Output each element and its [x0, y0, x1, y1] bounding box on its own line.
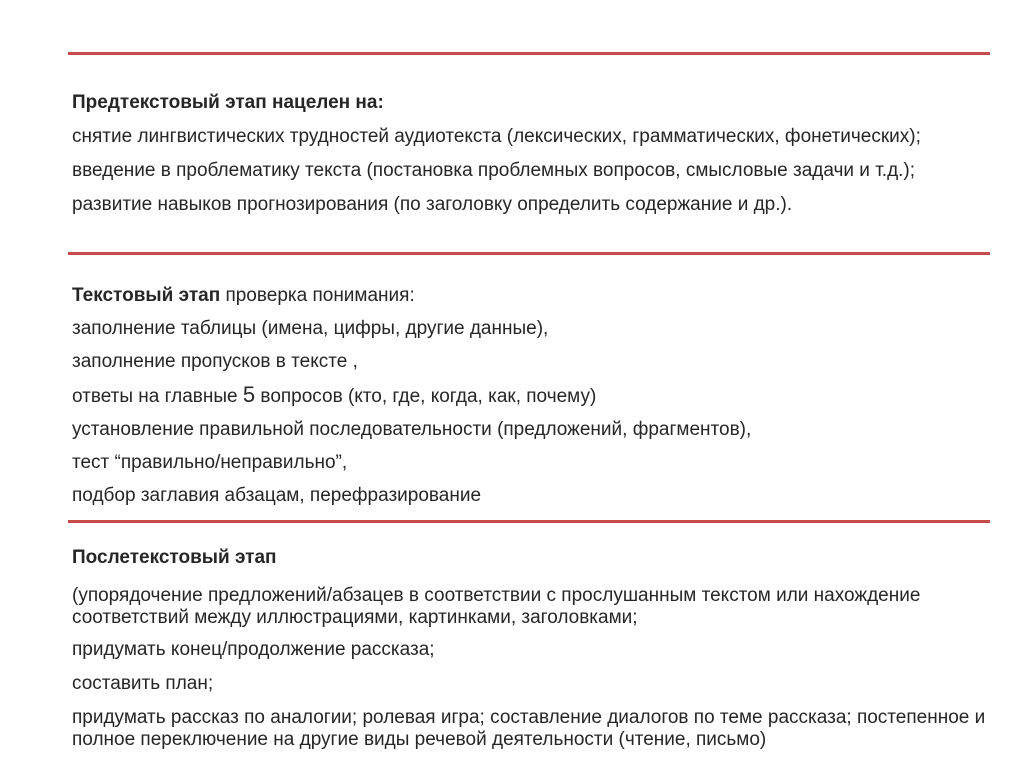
text-stage-heading-rest: проверка понимания:	[220, 285, 415, 306]
text-stage-item-1: заполнение таблицы (имена, цифры, другие данные),	[72, 318, 549, 339]
post-text-stage-section	[72, 547, 992, 751]
pre-text-item-1: снятие лингвистических трудностей аудиотекста (лексических, грамматических, фонетических);	[72, 126, 921, 147]
text-stage-heading	[72, 285, 992, 307]
pre-text-item-2: введение в проблематику текста (постановка проблемных вопросов, смысловые задачи и т.д.);	[72, 160, 916, 181]
text-stage-item-5: подбор заглавия абзацам, перефразирование	[72, 485, 482, 506]
text-stage-item-3: установление правильной последовательности (предложений, фрагментов),	[72, 419, 752, 440]
post-text-stage-heading: Послетекстовый этап	[72, 547, 277, 568]
text-stage-item-2: заполнение пропусков в тексте ,	[72, 351, 358, 372]
post-text-item-4: придумать рассказ по аналогии; ролевая игра; составление диалогов по теме рассказа; постепенное и полное переключение на другие виды речевой деятельности (чтение, письмо)	[72, 707, 986, 750]
middle-divider-1	[68, 252, 990, 255]
text-stage-item-4: тест “правильно/неправильно”,	[72, 452, 348, 473]
middle-divider-2	[68, 520, 990, 523]
answers-after: вопросов (кто, где, когда, как, почему)	[255, 386, 597, 407]
top-divider	[68, 52, 990, 55]
pre-text-stage-section	[72, 92, 992, 216]
pre-text-item-3: развитие навыков прогнозирования (по заголовку определить содержание и др.).	[72, 194, 793, 215]
post-text-item-2: придумать конец/продолжение рассказа;	[72, 639, 435, 660]
text-stage-heading-bold: Текстовый этап	[72, 285, 221, 306]
answers-before: ответы на главные	[72, 386, 243, 407]
text-stage-item-answers	[72, 384, 992, 408]
post-text-item-3: составить план;	[72, 673, 214, 694]
post-text-item-1: (упорядочение предложений/абзацев в соответствии с прослушанным текстом или нахождение соответствий между иллюстрациями, картинками, заголовками;	[72, 585, 921, 628]
text-stage-section	[72, 285, 992, 507]
answers-number: 5	[242, 382, 256, 407]
pre-text-stage-heading: Предтекстовый этап нацелен на:	[72, 92, 384, 113]
